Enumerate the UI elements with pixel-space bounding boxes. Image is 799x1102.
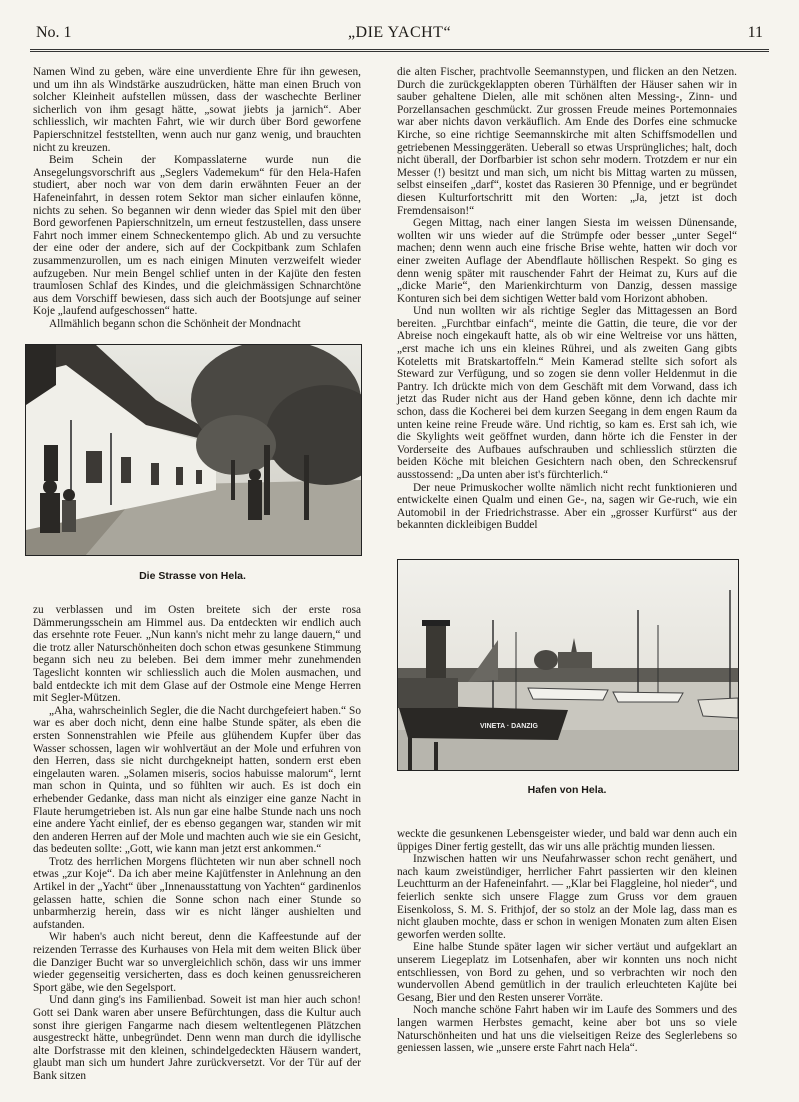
left-column-bottom <box>33 604 361 1083</box>
paragraph: Beim Schein der Kompasslaterne wurde nun die Ansegelungsvorschrift aus „Seglers Vademekum“ für den Hela-Hafen studiert, aber noch war von dem darin erwähnten Feuer an der Hafeneinfahrt, in dessen rotem Sektor man sicher einlaufen könne, nichts zu sehen. So begannen wir denn wieder das Spiel mit den über Bord geworfenen Papierschnitzeln, um erneut festzustellen, dass unsere Fahrt noch immer einem Schneckentempo glich. Ab und zu versuchte der eine oder der andere, sich auf der Cockpitbank zum Schlafen zusammenzurollen, um es nach einigen Minuten verzweifelt wieder aufzugeben. Nur mein Bengel schlief unten in der Kajüte den festen traumlosen Schlaf des Kindes, und die gleichmässigen Schnarchtöne aus dem Vorschiff bewiesen, dass sich auch der Bootsjunge auf seiner Koje „laufend aufgeschossen“ hatte. <box>33 154 361 318</box>
paragraph: Namen Wind zu geben, wäre eine unverdiente Ehre für ihn gewesen, und um ihn als Windstärke auszudrücken, hätte man einen Bruch von solcher Kleinheit aufstellen müssen, dass der waschechte Berliner sicherlich von ihm gesagt hätte, „sowat jiebts ja jarnich“. Aber schliesslich, wir machten Fahrt, wie wir durch über Bord geworfene Papierschnitzel feststellten, wenn auch nur ganz wenig, und brauchten nicht zu kreuzen. <box>33 66 361 154</box>
page-number: 11 <box>747 24 763 41</box>
paragraph: Und dann ging's ins Familienbad. Soweit ist man hier auch schon! Gott sei Dank waren aber unsere Befürchtungen, dass die Kultur auch sonst ihre gierigen Fangarme nach diesem weltentlegenen Plätzchen ausgestreckt hätte, unbegründet. Denn wenn man durch die idyllische alte Dorfstrasse mit den kleinen, schindelgedeckten Häusern wandert, glaubt man sich um hundert Jahre zurückversetzt. Vor der Tür auf der Bank sitzen <box>33 994 361 1082</box>
right-column-top <box>397 66 737 532</box>
paragraph: weckte die gesunkenen Lebensgeister wieder, und bald war denn auch ein üppiges Diner fertig gestellt, das wir uns alle prächtig munden liessen. <box>397 828 737 853</box>
photo-street-of-hela <box>25 344 362 556</box>
page-header <box>30 22 769 46</box>
right-column-bottom <box>397 828 737 1055</box>
paragraph: „Aha, wahrscheinlich Segler, die die Nacht durchgefeiert haben.“ So war es aber doch nicht, denn eine halbe Stunde später, als eben die ersten Sonnenstrahlen wie Pfeile aus glühendem Kupfer über das Wasser schossen, lagen wir wohlvertäut an der Mole und erfuhren von den Herren, dass sie nicht durchgekneipt hatten, sondern erst eben eingelauten waren. „Solamen miseris, socios habuisse malorum“, lernt man schon in Quinta, und so fühlten wir auch. Es ist doch ein erhebender Gedanke, dass man nicht als einziger eine ganze Nacht in Flaute herumgetrieben ist. Als nun gar eine halbe Stunde nach uns noch eine andere Yacht einlief, der es ebenso gegangen war, standen wir mit den anderen Herren auf der Mole und machten auch wie sie ein Gesicht, das bedeuten sollte: „Gott, wie kann man jetzt erst ankommen.“ <box>33 704 361 856</box>
caption-street-of-hela: Die Strasse von Hela. <box>139 570 246 582</box>
magazine-title: „DIE YACHT“ <box>347 24 452 41</box>
caption-harbour-of-hela: Hafen von Hela. <box>527 784 607 796</box>
paragraph: Eine halbe Stunde später lagen wir sicher vertäut und aufgeklart an unserem Liegeplatz im Lotsenhafen, aber wir konnten uns noch nicht entschliessen, von Bord zu gehen, und so verbrachten wir noch den wundervollen Abend gemütlich in der traulich erleuchteten Kajüte bei Gesang, Bier und den Resten unserer Vorräte. <box>397 941 737 1004</box>
paragraph: Inzwischen hatten wir uns Neufahrwasser schon recht genähert, und nach kaum zweistündiger, herrlicher Fahrt passierten wir den kleinen Leuchtturm an der Hafeneinfahrt. — „Klar bei Flaggleine, hol nieder“, und feierlich senkte sich unsere Flagge zum Gruss vor dem grauen Eisenkoloss, S. M. S. Frithjof, der so stolz an der Mole lag, dass man es nicht glauben mochte, dass er schon in wenigen Monaten zum alten Eisen geworfen werden sollte. <box>397 853 737 941</box>
paragraph: Wir haben's auch nicht bereut, denn die Kaffeestunde auf der reizenden Terrasse des Kurhauses von Hela mit dem weiten Blick über die Danziger Bucht war so unvergleichlich schön, dass wir uns immer wieder gegenseitig versicherten, dass es doch keinen genussreicheren Sport gäbe, wie den Segelsport. <box>33 931 361 994</box>
paragraph: die alten Fischer, prachtvolle Seemannstypen, und flicken an den Netzen. Durch die zurückgeklappten oberen Türhälften der Häuser sahen wir in sauber gehaltene Dielen, alle mit schönen alten Messing-, Zinn- und Porzellansachen geschmückt. Zur grossen Freude meines Portemonnaies war aber nichts davon verkäuflich. Am Ende des Dorfes eine schmucke Kirche, so eine richtige Seemannskirche mit alten Schiffsmodellen und getriebenen Messinggeräten. Ueberall so etwas Ursprüngliches; halt, doch nicht überall, der Dorfbarbier ist schon sehr modern. Trotzdem er nur ein Messer (!) besitzt und man sich, um nicht bis Mittag warten zu müssen, selbst einseifen „darf“, kostet das Rasieren 30 Pfennige, und er begründet diesen Kulturfortschritt mit den Worten: „Ja, jetzt ist doch Fremdensaison!“ <box>397 66 737 217</box>
issue-number: No. 1 <box>36 24 72 41</box>
hull-inscription: VINETA · DANZIG <box>480 723 538 730</box>
left-column-top <box>33 66 361 330</box>
paragraph: Und nun wollten wir als richtige Segler das Mittagessen an Bord bereiten. „Furchtbar einfach“, meinte die Gattin, die teure, die vor der Abreise noch eingekauft hatte, als ob wir eine Weltreise vor uns hätten, „erst mache ich uns ein kleines Rührei, und als zweiten Gang gibts Koteletts mit Bratskartoffeln.“ Mein Kamerad stellte sich sofort als Steward zur Verfügung, und so zogen sie denn voller Heldenmut in die Pantry. Ich drückte mich von dem Geschäft mit dem Vorwand, dass ich jetzt das Ruder nicht aus der Hand geben könne, denn ich dachte mir schon, dass die Kocherei bei dem kurzen Seegang in dem engen Raum da unten keine reine Freude wäre. Und richtig, so kam es. Erst sah ich, wie die Skylights weit geöffnet wurden, dann hörte ich die Fenster in der Vorderseite des Aufbaues aufschrauben und schliesslich stürzten die beiden Köche mit bleichen Gesichtern nach oben, den Schreckensruf ausstossend: „Da unten aber ist's fürchterlich.“ <box>397 305 737 481</box>
paragraph: zu verblassen und im Osten breitete sich der erste rosa Dämmerungsschein am Himmel aus. Da entdeckten wir endlich auch das ersehnte rote Feuer. „Nun kann's nicht mehr zu lange dauern,“ und die trotz aller Naturschönheiten doch schon etwas gesunkene Stimmung begann sich neu zu beleben. Bei dem immer mehr zunehmenden Tageslicht konnten wir schliesslich auch die Molen ausmachen, und bald entdeckte ich mit dem Glase auf der Ostmole eine Menge Herren mit Segler-Mützen. <box>33 604 361 705</box>
paragraph: Noch manche schöne Fahrt haben wir im Laufe des Sommers und des langen warmen Herbstes gemacht, keine aber bot uns so viele Naturschönheiten und hat uns die vielseitigen Reize des Seglerlebens so geniessen lassen, wie „unsere erste Fahrt nach Hela“. <box>397 1004 737 1055</box>
paragraph: Der neue Primuskocher wollte nämlich nicht recht funktionieren und entwickelte einen Qualm und einen Ge-, na, sagen wir Ge-ruch, wie ein Automobil in der Friedrichstrasse. Aber ein „grosser Kurfürst“ aus der bekannten dickleibigen Buddel <box>397 481 737 532</box>
header-rule <box>30 49 769 52</box>
paragraph: Trotz des herrlichen Morgens flüchteten wir nun aber schnell noch etwas „zur Koje“. Da ich aber meine Kajütfenster in Anlehnung an den Artikel in der „Yacht“ über „Innenausstattung von Yachten“ gardinenlos gelassen hatte, schien die Sonne schon nach einer Stunde so unbarmherzig herein, dass wir es nicht länger aushielten und aufstanden. <box>33 855 361 931</box>
paragraph: Gegen Mittag, nach einer langen Siesta im weissen Dünensande, wollten wir uns wieder auf die Strümpfe oder besser „unter Segel“ machen; denn wenn auch eine frische Brise wehte, hatten wir doch vor einer zweiten Auflage der Abendflaute höllischen Respekt. So ging es denn wenig später mit rauschender Fahrt der Heimat zu, Kurs auf die „dicke Marie“, den Marienkirchturm von Danzig, dessen massige Konturen sich bei dem sichtigen Wetter bald vom Horizont abhoben. <box>397 217 737 305</box>
photo-harbour-of-hela <box>397 559 739 771</box>
paragraph: Allmählich begann schon die Schönheit der Mondnacht <box>49 317 301 330</box>
